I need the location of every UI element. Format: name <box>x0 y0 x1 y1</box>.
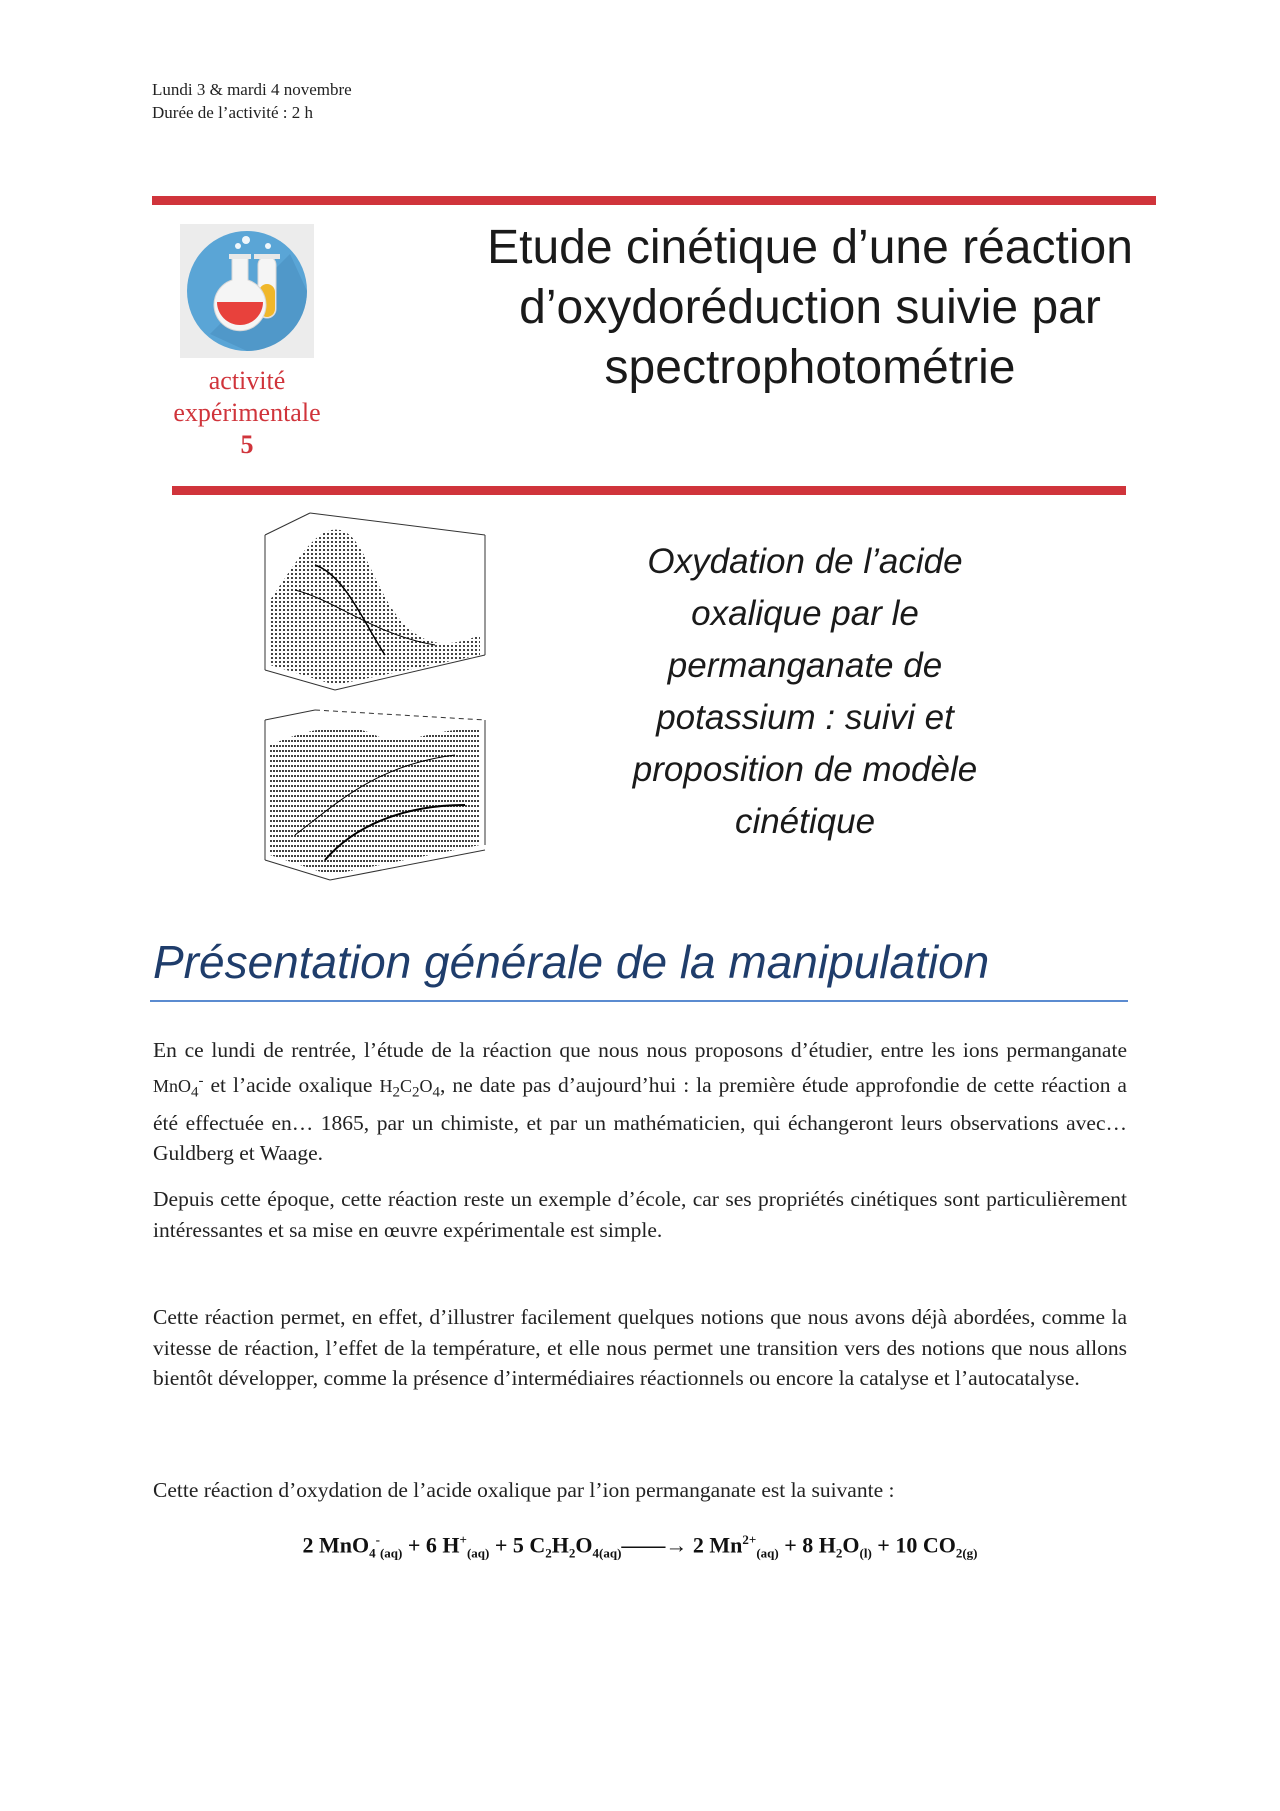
top-red-rule <box>152 196 1156 205</box>
badge-number: 5 <box>240 430 254 459</box>
3d-spectra-surface-plots-icon <box>255 505 505 895</box>
p1-text-c: , ne date pas d’aujourd’hui : la première étude approfondie de cette réaction a été effectuée en… 1865, par un chimiste, et par un mathématicien, qui échangeront leurs observations avec…Guldberg et Waage. <box>153 1072 1127 1166</box>
paragraph-2 <box>153 1184 1127 1245</box>
middle-red-rule <box>172 486 1126 495</box>
activity-logo <box>180 224 314 358</box>
subtitle-line-6: cinétique <box>734 802 876 841</box>
p3-text: Cette réaction permet, en effet, d’illustrer facilement quelques notions que nous avons déjà abordées, comme la vitesse de réaction, l’effet de la température, et elle nous permet une transition vers des notions que nous allons bientôt développer, comme la présence d’intermédiaires réactionnels ou encore la catalyse et l’autocatalyse. <box>153 1305 1127 1390</box>
subtitle-line-4: potassium : suivi et <box>656 698 954 737</box>
section-rule <box>150 1000 1128 1002</box>
paragraph-4 <box>153 1475 1127 1506</box>
subtitle-line-3: permanganate de <box>667 646 943 685</box>
chemistry-flasks-icon <box>180 224 314 358</box>
duration-line: Durée de l’activité : 2 h <box>152 103 313 122</box>
page-title <box>380 218 1240 398</box>
subtitle <box>580 536 1030 848</box>
date-line: Lundi 3 & mardi 4 novembre <box>152 80 352 99</box>
p2-text: Depuis cette époque, cette réaction reste un exemple d’école, car ses propriétés cinétiques sont particulièrement intéressantes et sa mise en œuvre expérimentale est simple. <box>153 1187 1127 1242</box>
title-line-2: d’oxydoréduction suivie par <box>519 281 1101 334</box>
p1-text-a: En ce lundi de rentrée, l’étude de la réaction que nous nous proposons d’étudier, entre les ions permanganate <box>153 1038 1127 1062</box>
title-line-1: Etude cinétique d’une réaction <box>487 221 1133 274</box>
paragraph-3 <box>153 1302 1127 1394</box>
badge-label-1: activité <box>208 366 286 395</box>
formula-h2c2o4: $H_2C_2O_4$ <box>379 1075 440 1101</box>
subtitle-line-1: Oxydation de l’acide <box>647 542 963 581</box>
reaction-arrow: ——→ <box>621 1532 688 1558</box>
subtitle-line-5: proposition de modèle <box>632 750 978 789</box>
reaction-equation: 2 MnO$_4$-$_{(aq)}$ + 6 $H^+_{(aq)} + 5$ $C_2H_2O_{4(aq)}——\to 2$ $Mn^{2+}_{(aq)} + 8$ $H_2O_{(l)} + 10$ $CO_{2(g)}$ <box>302 1532 978 1561</box>
p4-text: Cette réaction d’oxydation de l’acide oxalique par l’ion permanganate est la suivante : <box>153 1478 895 1502</box>
p1-text-b: et l’acide oxalique <box>203 1072 380 1097</box>
subtitle-line-2: oxalique par le <box>691 594 919 633</box>
title-line-3: spectrophotométrie <box>604 341 1016 394</box>
activity-badge <box>150 365 344 461</box>
badge-label-2: expérimentale <box>173 398 321 427</box>
formula-mno4: MnO$_4$- <box>153 1072 204 1101</box>
header-dates <box>152 78 352 124</box>
spectra-figure <box>255 505 505 895</box>
paragraph-1 <box>153 1035 1127 1169</box>
section-heading: Présentation générale de la manipulation <box>153 936 990 988</box>
